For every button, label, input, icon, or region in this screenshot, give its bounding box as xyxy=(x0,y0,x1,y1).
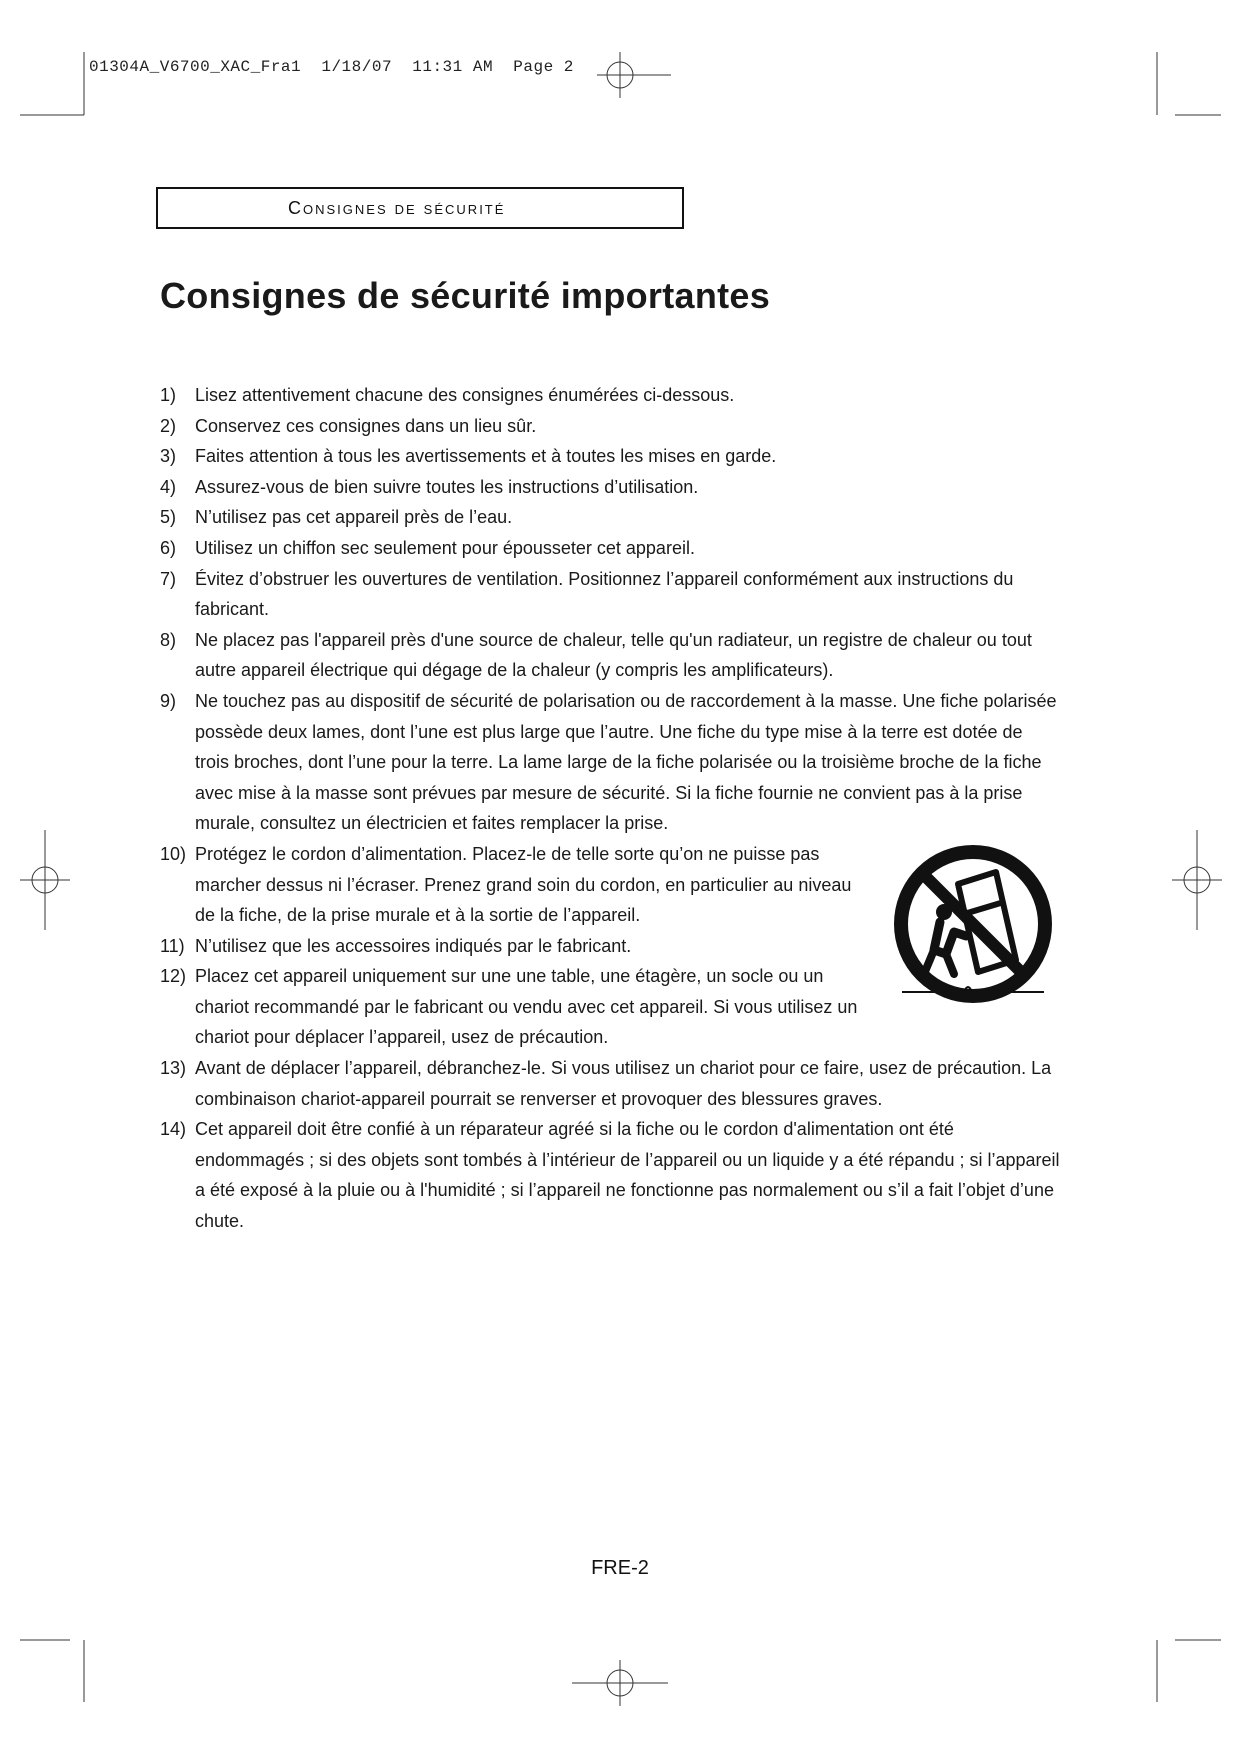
page-number: FRE-2 xyxy=(591,1557,649,1579)
item-number: 11) xyxy=(160,935,185,956)
section-header: Consignes de sécurité xyxy=(156,187,684,229)
list-item xyxy=(160,533,1060,564)
item-number: 5) xyxy=(160,507,177,528)
item-text: Lisez attentivement chacune des consignes énumérées ci-dessous. xyxy=(195,385,735,405)
item-text: N’utilisez pas cet appareil près de l’eau. xyxy=(195,507,513,528)
item-text: Faites attention à tous les avertissements et à toutes les mises en garde. xyxy=(195,446,777,467)
list-item xyxy=(160,502,1060,533)
item-text: Assurez-vous de bien suivre toutes les instructions d’utilisation. xyxy=(195,476,699,497)
item-number: 12) xyxy=(160,966,187,987)
list-item xyxy=(160,625,1060,686)
item-text: Évitez d’obstruer les ouvertures de ventilation. Positionnez l’appareil conformément aux instructions du fabricant. xyxy=(195,568,1014,620)
item-number: 2) xyxy=(160,415,177,436)
registration-mark-top xyxy=(597,52,671,98)
list-item xyxy=(160,686,1060,839)
list-item xyxy=(160,1114,1060,1236)
cart-tip-over-warning-icon xyxy=(888,842,1058,1012)
item-text: Placez cet appareil uniquement sur une une table, une étagère, un socle ou un chariot recommandé par le fabricant ou vendu avec cet appareil. Si vous utilisez un chariot pour déplacer l’appareil, usez de précaution. xyxy=(195,966,858,1048)
page-title: Consignes de sécurité importantes xyxy=(160,275,771,316)
item-number: 13) xyxy=(160,1058,187,1079)
print-slug: 01304A_V6700_XAC_Fra1 1/18/07 11:31 AM Page 2 xyxy=(89,58,574,76)
registration-mark-bottom xyxy=(572,1660,668,1706)
safety-instructions-list xyxy=(160,380,1060,1237)
list-item xyxy=(160,411,1060,442)
item-text: Cet appareil doit être confié à un réparateur agréé si la fiche ou le cordon d'alimentation ont été endommagés ; si des objets sont tombés à l’intérieur de l’appareil ou un liquide y a été répandu ; si l’appareil a été exposé à la pluie ou à l'humidité ; si l’appareil ne fonctionne pas normalement ou s’il a fait l’objet d’une chute. xyxy=(195,1119,1060,1232)
item-text: Conservez ces consignes dans un lieu sûr. xyxy=(195,415,537,436)
item-number: 10) xyxy=(160,843,187,864)
item-number: 7) xyxy=(160,568,177,589)
registration-mark-left xyxy=(20,830,70,930)
registration-mark-right xyxy=(1172,830,1222,930)
item-number: 4) xyxy=(160,476,177,497)
list-item xyxy=(160,380,1060,411)
item-text: Avant de déplacer l’appareil, débranchez-le. Si vous utilisez un chariot pour ce faire, usez de précaution. La combinaison chariot-appareil pourrait se renverser et provoquer des blessures graves. xyxy=(195,1058,1052,1109)
list-item xyxy=(160,472,1060,503)
list-item xyxy=(160,1053,1060,1114)
item-text: N’utilisez que les accessoires indiqués par le fabricant. xyxy=(195,935,632,956)
item-text: Ne touchez pas au dispositif de sécurité de polarisation ou de raccordement à la masse. Une fiche polarisée possède deux lames, dont l’une est plus large que l’autre. Une fiche du type mise à la terre est dotée de trois broches, dont l’une pour la terre. La lame large de la fiche polarisée ou la troisième broche de la fiche avec mise à la masse sont prévues par mesure de sécurité. Si la fiche fournie ne convient pas à la prise murale, consultez un électricien et faites remplacer la prise. xyxy=(195,690,1057,834)
item-number: 3) xyxy=(160,446,177,467)
item-number: 8) xyxy=(160,629,177,650)
item-number: 14) xyxy=(160,1119,187,1140)
item-text: Utilisez un chiffon sec seulement pour épousseter cet appareil. xyxy=(195,537,695,558)
item-number: 1) xyxy=(160,385,177,405)
list-item xyxy=(160,441,1060,472)
item-number: 6) xyxy=(160,537,177,558)
item-text: Ne placez pas l'appareil près d'une source de chaleur, telle qu'un radiateur, un registre de chaleur ou tout autre appareil électrique qui dégage de la chaleur (y compris les amplificateurs). xyxy=(195,629,1032,681)
list-item xyxy=(160,564,1060,625)
item-text: Protégez le cordon d’alimentation. Placez-le de telle sorte qu’on ne puisse pas marcher dessus ni l’écraser. Prenez grand soin du cordon, en particulier au niveau de la fiche, de la prise murale et à la sortie de l’appareil. xyxy=(195,843,852,926)
item-number: 9) xyxy=(160,690,177,711)
